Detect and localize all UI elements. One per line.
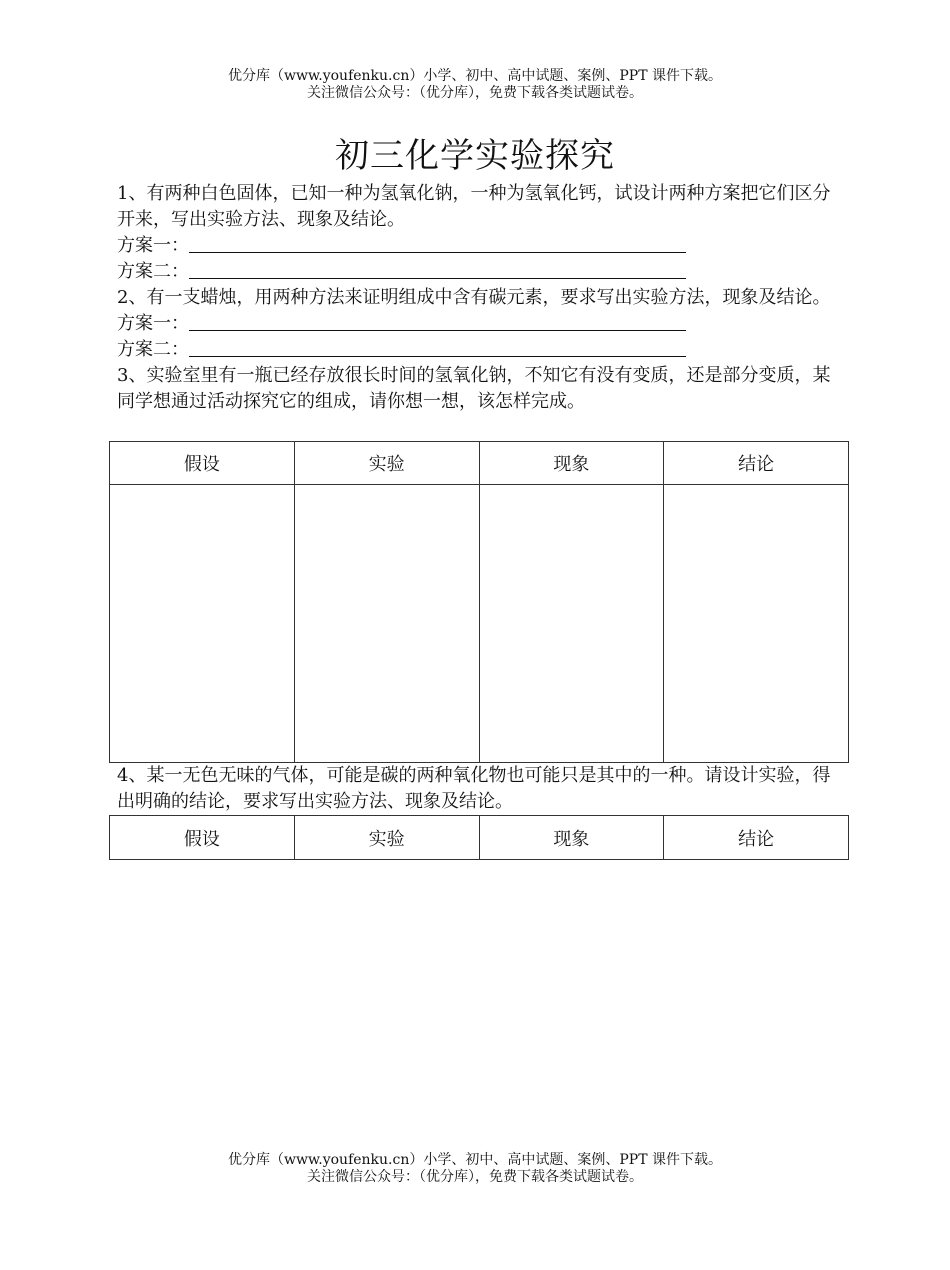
header-line-2: 关注微信公众号：（优分库），免费下载各类试题试卷。 — [307, 85, 643, 101]
questions-1-3 — [117, 181, 833, 415]
header-cell-hypothesis: 假设 — [110, 816, 295, 860]
question-2-text: 2、有一支蜡烛，用两种方法来证明组成中含有碳元素，要求写出实验方法，现象及结论。 — [117, 287, 831, 308]
answer-cell-experiment[interactable] — [294, 485, 479, 763]
page-header — [0, 68, 950, 102]
question-4-table — [109, 815, 849, 860]
footer-line-1: 优分库（www.youfenku.cn）小学、初中、高中试题、案例、PPT 课件下载。 — [227, 1152, 722, 1168]
header-cell-phenomenon: 现象 — [479, 442, 664, 485]
answer-blank[interactable] — [189, 233, 686, 253]
header-cell-conclusion: 结论 — [664, 816, 849, 860]
table-answer-row — [110, 485, 849, 763]
question-3-table — [109, 441, 849, 763]
question-1-plan-1 — [117, 233, 833, 259]
header-cell-hypothesis: 假设 — [110, 442, 295, 485]
page-footer — [0, 1152, 950, 1186]
question-1-text: 1、有两种白色固体，已知一种为氢氧化钠，一种为氢氧化钙，试设计两种方案把它们区分开来，写出实验方法、现象及结论。 — [117, 183, 831, 230]
header-cell-experiment: 实验 — [294, 442, 479, 485]
answer-blank[interactable] — [189, 337, 686, 357]
question-4 — [117, 763, 833, 815]
plan-label: 方案二： — [117, 261, 189, 282]
answer-cell-hypothesis[interactable] — [110, 485, 295, 763]
question-4-text: 4、某一无色无味的气体，可能是碳的两种氧化物也可能只是其中的一种。请设计实验，得出明确的结论，要求写出实验方法、现象及结论。 — [117, 765, 831, 812]
table-header-row — [110, 442, 849, 485]
header-cell-conclusion: 结论 — [664, 442, 849, 485]
answer-cell-phenomenon[interactable] — [479, 485, 664, 763]
footer-line-2: 关注微信公众号：（优分库），免费下载各类试题试卷。 — [307, 1169, 643, 1185]
question-3-text: 3、实验室里有一瓶已经存放很长时间的氢氧化钠，不知它有没有变质，还是部分变质，某同学想通过活动探究它的组成，请你想一想，该怎样完成。 — [117, 365, 831, 412]
header-line-1: 优分库（www.youfenku.cn）小学、初中、高中试题、案例、PPT 课件下载。 — [227, 68, 722, 84]
plan-label: 方案一： — [117, 313, 189, 334]
answer-blank[interactable] — [189, 311, 686, 331]
question-2-plan-2 — [117, 337, 833, 363]
header-cell-phenomenon: 现象 — [479, 816, 664, 860]
answer-blank[interactable] — [189, 259, 686, 279]
page-title: 初三化学实验探究 — [335, 136, 615, 176]
plan-label: 方案二： — [117, 339, 189, 360]
table-header-row — [110, 816, 849, 860]
question-2-plan-1 — [117, 311, 833, 337]
answer-cell-conclusion[interactable] — [664, 485, 849, 763]
header-cell-experiment: 实验 — [294, 816, 479, 860]
question-1-plan-2 — [117, 259, 833, 285]
plan-label: 方案一： — [117, 235, 189, 256]
